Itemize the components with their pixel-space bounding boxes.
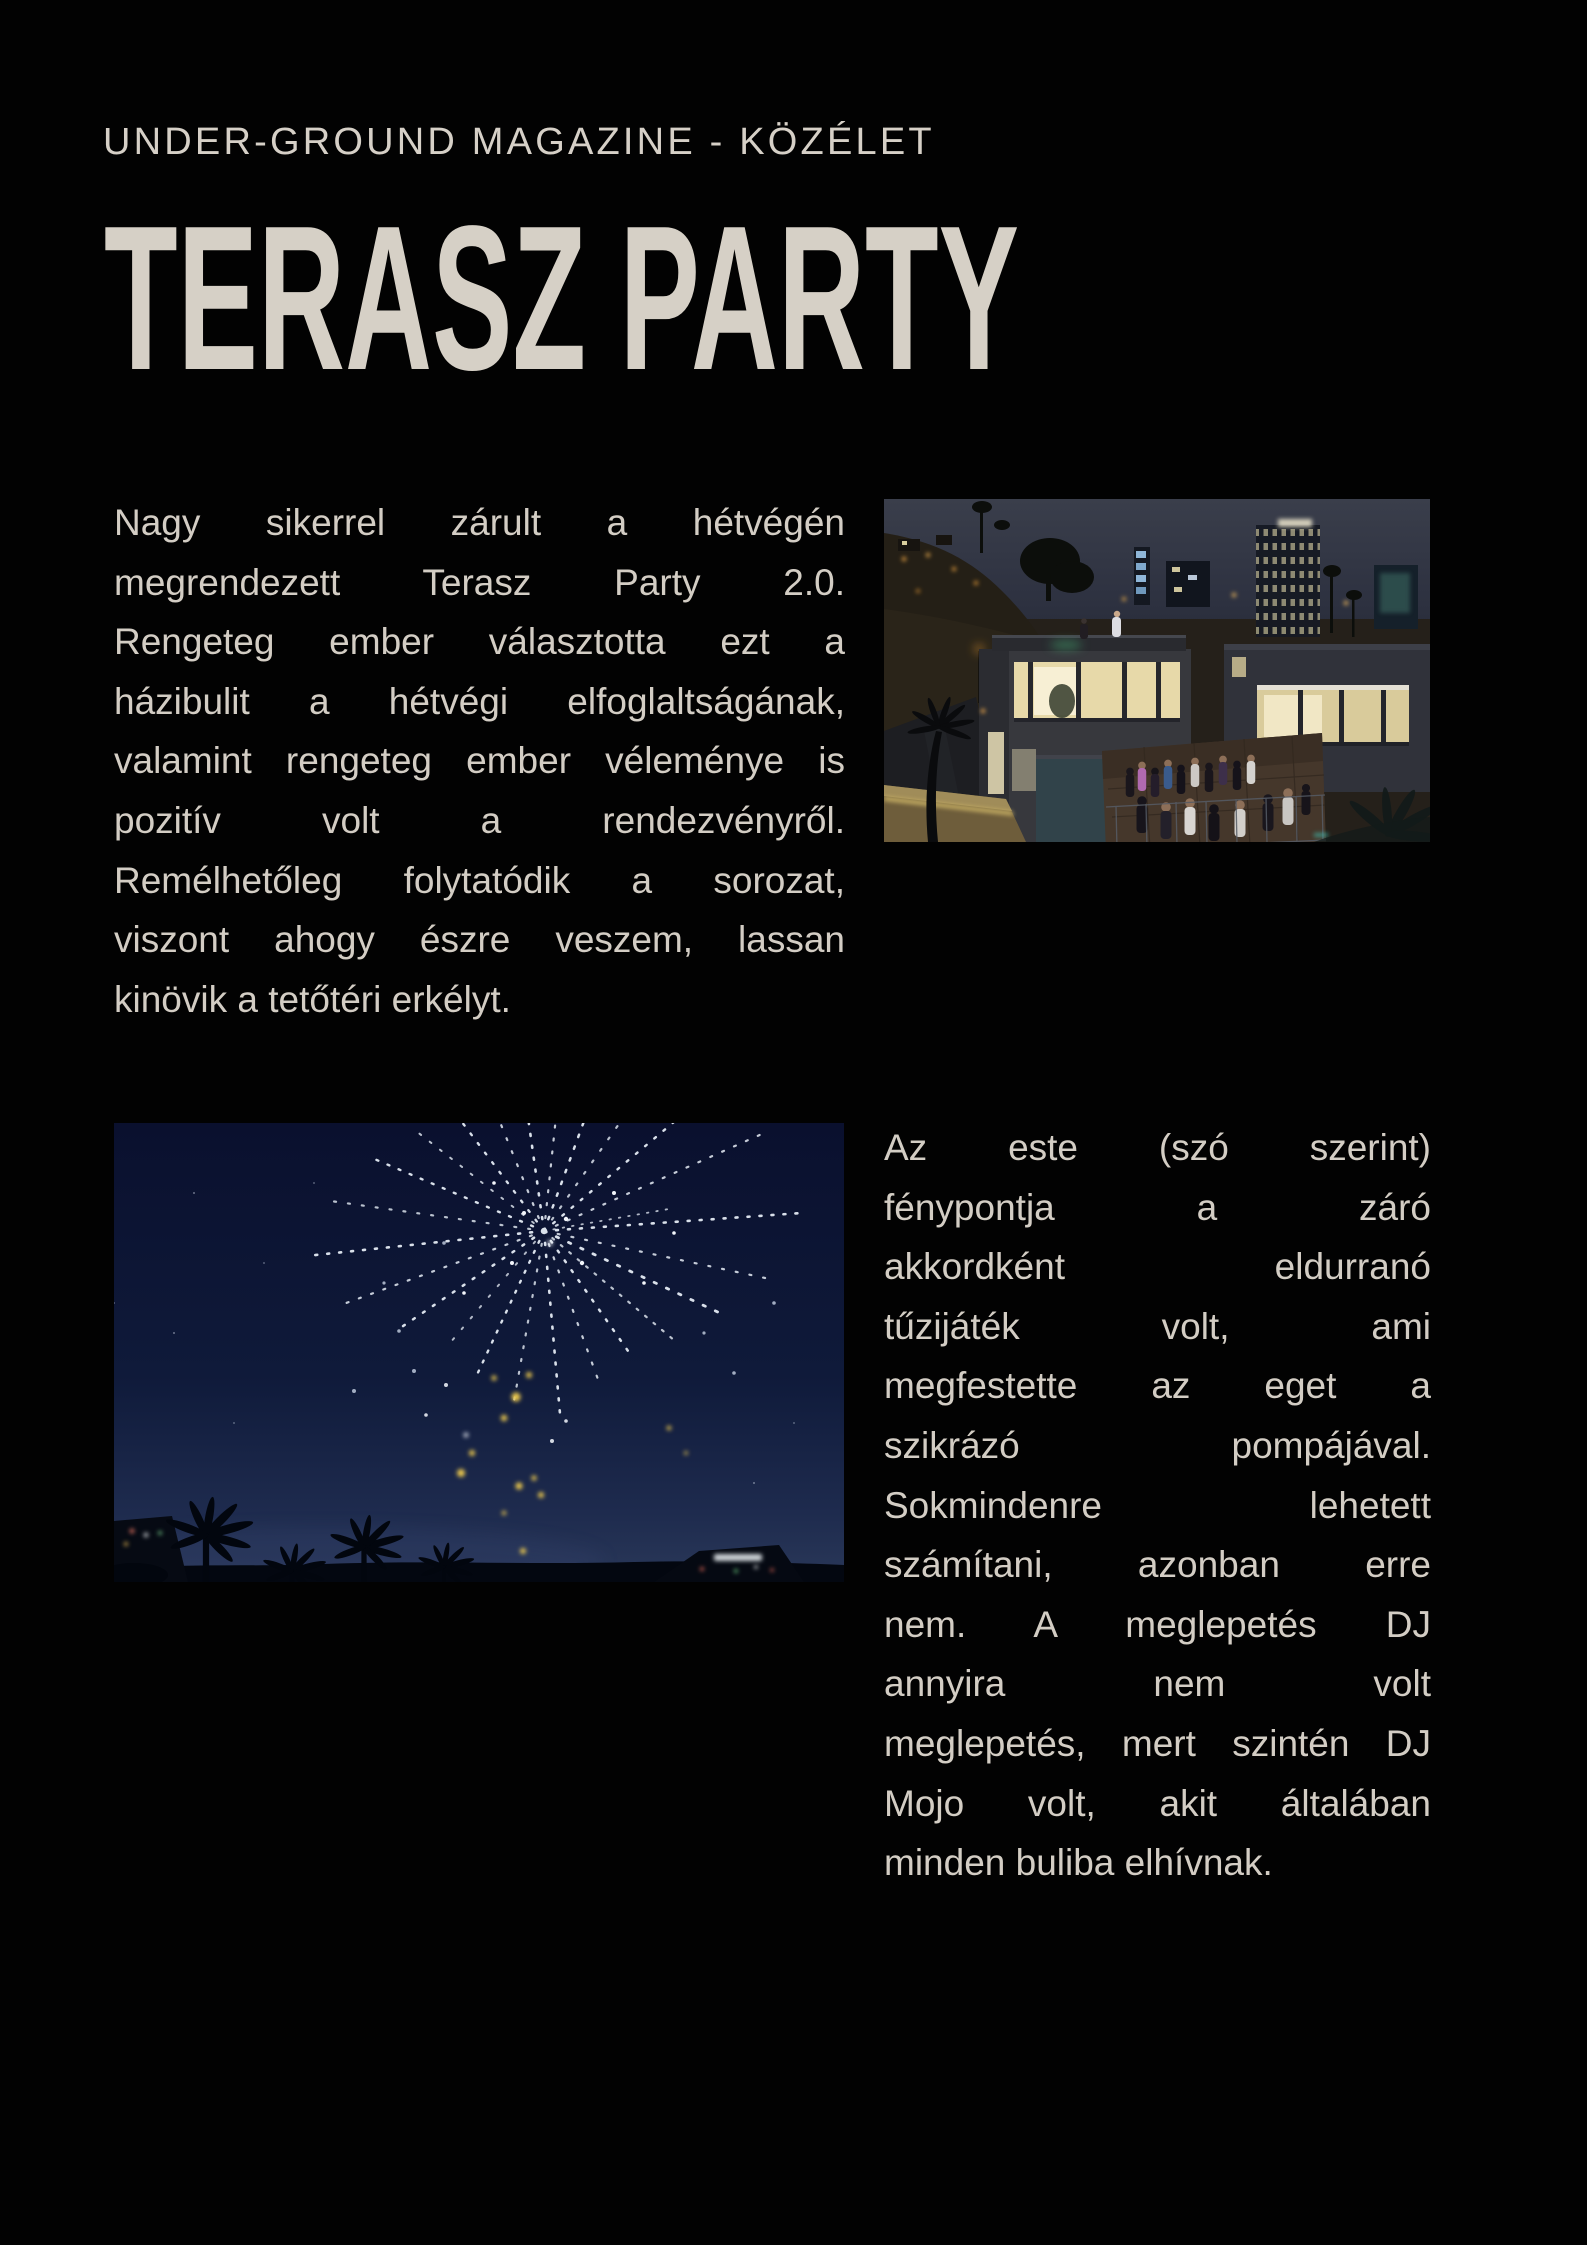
text-line: kinövik a tetőtéri erkélyt.: [114, 978, 511, 1020]
text-line: minden buliba elhívnak.: [884, 1842, 1273, 1884]
kicker: UNDER-GROUND MAGAZINE - KÖZÉLET: [103, 121, 935, 163]
text-line: Rengeteg ember választotta ezt a: [114, 621, 845, 663]
text-line: valamint rengeteg ember véleménye is: [114, 740, 845, 782]
text-line: tűzijáték volt, ami: [884, 1305, 1431, 1347]
text-line: fénypontja a záró: [884, 1186, 1431, 1228]
text-line: meglepetés, mert szintén DJ: [884, 1722, 1431, 1764]
page-title: TERASZ PARTY: [104, 183, 1020, 413]
text-line: viszont ahogy észre veszem, lassan: [114, 919, 845, 961]
photo-fireworks: [114, 1123, 844, 1582]
text-line: akkordként eldurranó: [884, 1246, 1431, 1288]
photo-rooftop-party: [884, 499, 1430, 842]
text-line: annyira nem volt: [884, 1663, 1431, 1705]
text-line: Sokmindenre lehetett: [884, 1484, 1431, 1526]
text-line: házibulit a hétvégi elfoglaltságának,: [114, 680, 845, 722]
text-line: megfestette az eget a: [884, 1365, 1431, 1407]
text-line: szikrázó pompájával.: [884, 1424, 1431, 1466]
fireworks-illustration: [114, 1123, 844, 1582]
text-line: Az este (szó szerint): [884, 1127, 1431, 1168]
text-line: számítani, azonban erre: [884, 1544, 1431, 1586]
text-line: nem. A meglepetés DJ: [884, 1603, 1431, 1645]
text-line: Mojo volt, akit általában: [884, 1782, 1431, 1824]
text-line: megrendezett Terasz Party 2.0.: [114, 561, 845, 603]
paragraph-intro: [114, 493, 845, 1029]
text-line: pozitív volt a rendezvényről.: [114, 799, 845, 841]
rooftop-party-illustration: [884, 499, 1430, 842]
text-line: Remélhetőleg folytatódik a sorozat,: [114, 859, 845, 901]
text-line: Nagy sikerrel zárult a hétvégén: [114, 502, 845, 543]
paragraph-fireworks: [884, 1118, 1431, 1893]
